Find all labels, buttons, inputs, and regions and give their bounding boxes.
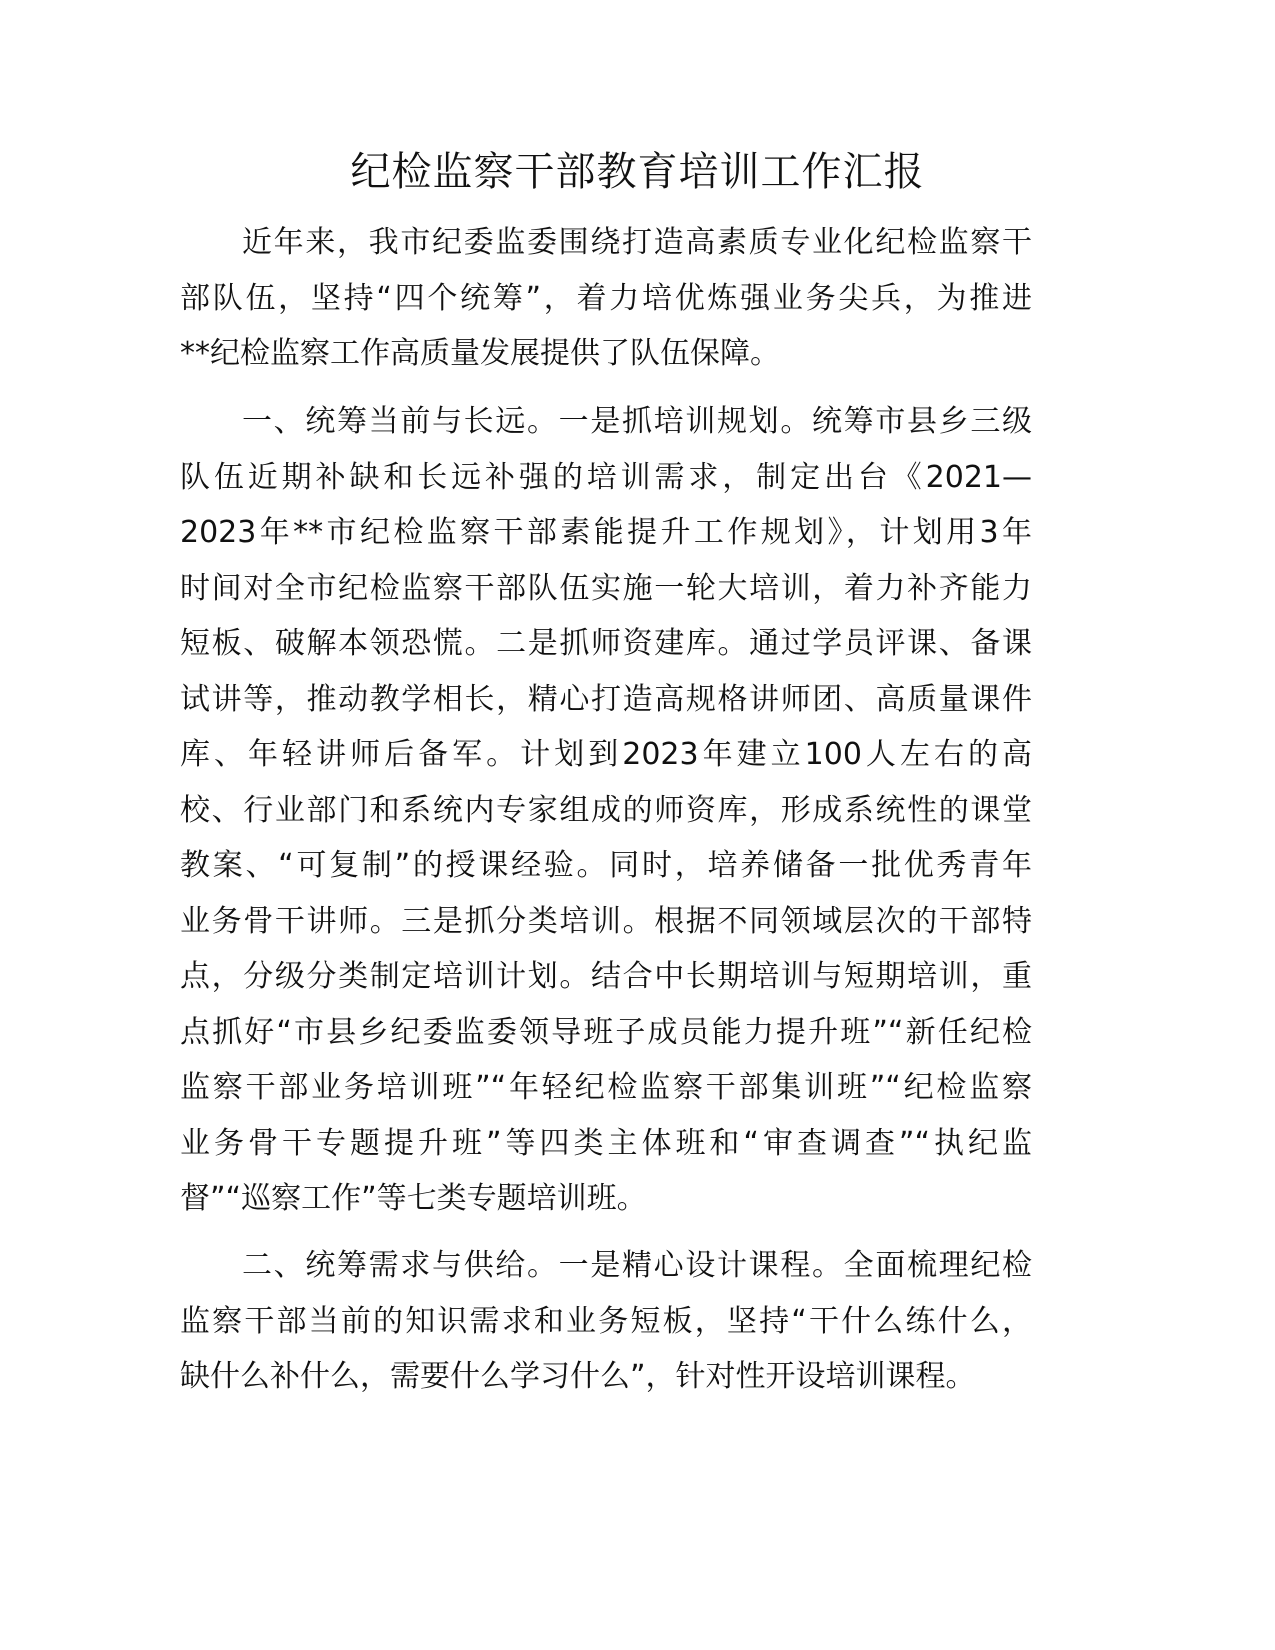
text-line: 近年来，我市纪委监委围绕打造高素质专业化纪检监察干 [242, 225, 1032, 260]
text-line: 一、统筹当前与长远。一是抓培训规划。统筹市县乡三级 [242, 404, 1032, 439]
paragraph-section-2 [180, 1238, 1032, 1405]
paragraph-section-1 [180, 394, 1032, 1227]
text-line: 队伍近期补缺和长远补强的培训需求，制定出台《2021— [180, 459, 1032, 495]
document-title: 纪检监察干部教育培训工作汇报 [350, 149, 925, 195]
text-line: 监察干部业务培训班”“年轻纪检监察干部集训班”“纪检监察 [180, 1070, 1032, 1105]
text-line: 短板、破解本领恐慌。二是抓师资建库。通过学员评课、备课 [180, 626, 1032, 661]
text-line: 2023年**市纪检监察干部素能提升工作规划》，计划用3年 [180, 515, 1032, 550]
paragraph-intro [180, 215, 1032, 382]
text-line: 部队伍，坚持“四个统筹”，着力培优炼强业务尖兵，为推进 [180, 280, 1032, 316]
text-line: **纪检监察工作高质量发展提供了队伍保障。 [180, 336, 780, 371]
text-line: 二、统筹需求与供给。一是精心设计课程。全面梳理纪检 [242, 1248, 1032, 1283]
text-line: 点，分级分类制定培训计划。结合中长期培训与短期培训，重 [180, 959, 1032, 994]
text-line: 缺什么补什么，需要什么学习什么”，针对性开设培训课程。 [180, 1359, 976, 1394]
text-line: 试讲等，推动教学相长，精心打造高规格讲师团、高质量课件 [180, 681, 1032, 717]
text-line: 业务骨干专题提升班”等四类主体班和“审查调查”“执纪监 [180, 1125, 1032, 1161]
text-line: 监察干部当前的知识需求和业务短板，坚持“干什么练什么， [180, 1303, 1032, 1339]
text-line: 督”“巡察工作”等七类专题培训班。 [180, 1181, 647, 1216]
text-line: 业务骨干讲师。三是抓分类培训。根据不同领域层次的干部特 [180, 903, 1032, 939]
text-line: 时间对全市纪检监察干部队伍实施一轮大培训，着力补齐能力 [180, 570, 1032, 606]
text-line: 教案、“可复制”的授课经验。同时，培养储备一批优秀青年 [180, 848, 1032, 883]
text-line: 校、行业部门和系统内专家组成的师资库，形成系统性的课堂 [180, 792, 1032, 828]
text-line: 库、年轻讲师后备军。计划到2023年建立100人左右的高 [180, 737, 1032, 772]
text-line: 点抓好“市县乡纪委监委领导班子成员能力提升班”“新任纪检 [180, 1014, 1032, 1050]
